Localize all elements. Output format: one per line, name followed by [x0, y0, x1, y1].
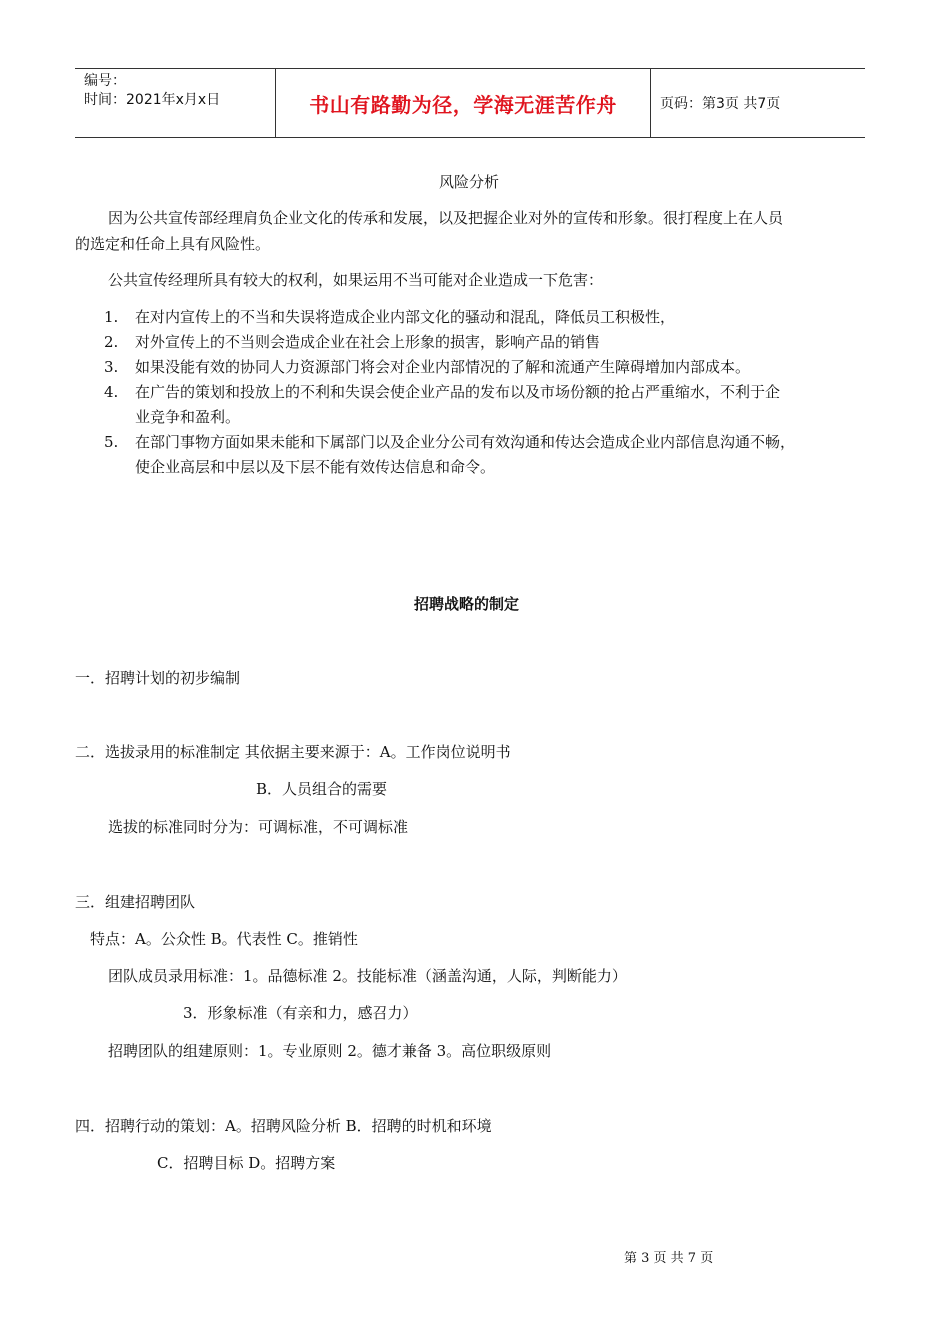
list-item: 如果没能有效的协同人力资源部门将会对企业内部情况的了解和流通产生障碍增加内部成本。 — [135, 358, 751, 376]
list-number: 2. — [104, 333, 119, 351]
subsection-line: 特点：A。公众性 B。代表性 C。推销性 — [90, 930, 358, 948]
list-number: 1. — [104, 308, 119, 326]
header-motto: 书山有路勤为径，学海无涯苦作舟 — [276, 69, 651, 137]
subsection-line: B．人员组合的需要 — [256, 780, 388, 798]
header-meta — [75, 69, 276, 137]
section-title-recruitment: 招聘战略的制定 — [414, 595, 520, 613]
subsection-heading: 一．招聘计划的初步编制 — [75, 669, 241, 687]
list-number: 5. — [104, 433, 119, 451]
list-number: 3. — [104, 358, 119, 376]
subsection-line: C．招聘目标 D。招聘方案 — [157, 1154, 336, 1172]
list-number: 4. — [104, 383, 119, 401]
list-item: 在对内宣传上的不当和失误将造成企业内部文化的骚动和混乱，降低员工积极性， — [135, 308, 676, 326]
list-item-continued: 使企业高层和中层以及下层不能有效传达信息和命令。 — [135, 458, 496, 476]
list-item: 在部门事物方面如果未能和下属部门以及企业分公司有效沟通和传达会造成企业内部信息沟通不畅， — [135, 433, 796, 451]
subsection-heading: 三．组建招聘团队 — [75, 893, 196, 911]
paragraph-line: 因为公共宣传部经理肩负企业文化的传承和发展，以及把握企业对外的宣传和形象。很打程度上在人员 — [108, 209, 784, 227]
paragraph-line: 的选定和任命上具有风险性。 — [75, 235, 271, 253]
number-label: 编号： — [84, 73, 126, 89]
list-item-continued: 业竞争和盈利。 — [135, 408, 241, 426]
header-page-info: 页码：第3页 共7页 — [660, 96, 781, 112]
list-item: 在广告的策划和投放上的不利和失误会使企业产品的发布以及市场份额的抢占严重缩水，不利于企 — [135, 383, 781, 401]
time-label: 时间：2021年x月x日 — [84, 92, 221, 108]
list-item: 对外宣传上的不当则会造成企业在社会上形象的损害，影响产品的销售 — [135, 333, 601, 351]
subsection-line: 3．形象标准（有亲和力，感召力） — [183, 1004, 418, 1022]
subsection-heading: 二．选拔录用的标准制定 其依据主要来源于：A。工作岗位说明书 — [75, 743, 511, 761]
paragraph: 公共宣传经理所具有较大的权利，如果运用不当可能对企业造成一下危害： — [108, 271, 604, 289]
page-footer: 第 3 页 共 7 页 — [624, 1251, 714, 1266]
subsection-line: 团队成员录用标准：1。品德标准 2。技能标准（涵盖沟通，人际，判断能力） — [108, 967, 627, 985]
section-title-risk: 风险分析 — [439, 173, 500, 191]
page-header — [75, 68, 865, 138]
subsection-line: 选拔的标准同时分为：可调标准，不可调标准 — [108, 818, 409, 836]
subsection-line: 招聘团队的组建原则：1。专业原则 2。德才兼备 3。高位职级原则 — [108, 1042, 552, 1060]
subsection-heading: 四．招聘行动的策划：A。招聘风险分析 B．招聘的时机和环境 — [75, 1117, 492, 1135]
